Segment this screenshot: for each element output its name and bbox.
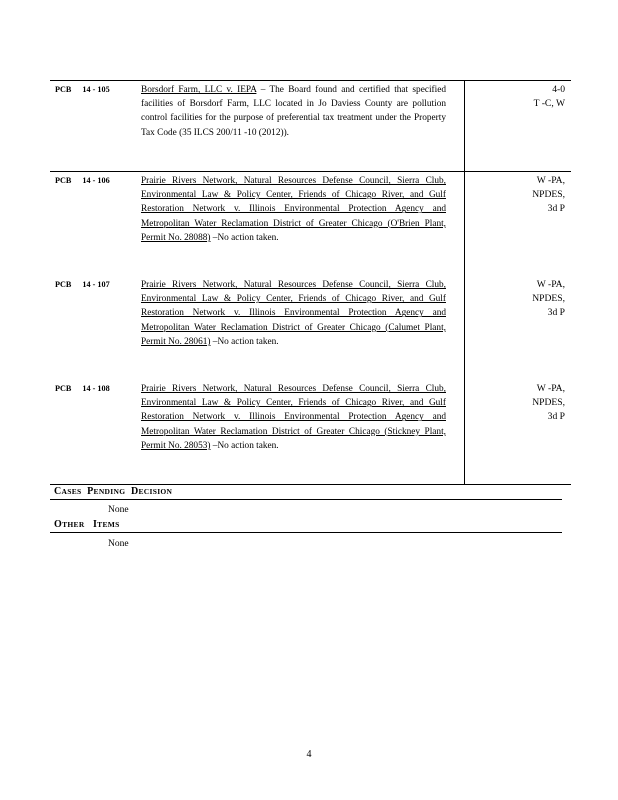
- case-type: 3d P: [547, 307, 565, 318]
- case-vote: [465, 172, 572, 277]
- case-action: – The Board found and certified that specified facilities of Borsdorf Farm, LLC located in Jo Daviess County are pollution control facilities for the purpose of preferential tax treatment under the Property Tax Code (35 ILCS 200/11 -10 (2012)).: [141, 85, 446, 138]
- case-type: NPDES,: [532, 189, 565, 200]
- case-type: W -PA,: [536, 279, 565, 290]
- section-heading-other-items: [50, 519, 562, 533]
- case-title: Borsdorf Farm, LLC v. IEPA: [141, 85, 257, 95]
- case-number: [50, 172, 141, 277]
- case-type: W -PA,: [536, 383, 565, 394]
- section-heading-cases-pending-decision: [50, 486, 562, 500]
- case-description: [141, 276, 465, 380]
- case-number-value: 14 - 107: [82, 280, 110, 289]
- case-vote: [465, 81, 572, 172]
- case-title: Prairie Rivers Network, Natural Resources Defense Council, Sierra Club, Environmental Law & Policy Center, Friends of Chicago River, and Gulf Restoration Network v. Illinois Environmental Protection Agency and Metropolitan Water Reclamation District of Greater Chicago (O'Brien Plant, Permit No. 28088): [141, 176, 446, 243]
- case-prefix: PCB: [55, 280, 72, 289]
- table-row: [50, 172, 571, 277]
- case-prefix: PCB: [55, 85, 72, 94]
- section-body-pending: None: [108, 505, 129, 515]
- case-description: [141, 172, 465, 277]
- heading-rest: TEMS: [97, 520, 120, 529]
- table-row: [50, 380, 571, 485]
- case-number: [50, 380, 141, 485]
- case-type: T -C, W: [533, 98, 565, 109]
- case-prefix: PCB: [55, 384, 72, 393]
- heading-initial: P: [87, 486, 94, 497]
- case-number-value: 14 - 106: [82, 176, 110, 185]
- heading-rest: ENDING: [93, 487, 126, 496]
- case-prefix: PCB: [55, 176, 72, 185]
- heading-rest: THER: [62, 520, 85, 529]
- case-type: 3d P: [547, 411, 565, 422]
- case-title: Prairie Rivers Network, Natural Resources Defense Council, Sierra Club, Environmental Law & Policy Center, Friends of Chicago River, and Gulf Restoration Network v. Illinois Environmental Protection Agency and Metropolitan Water Reclamation District of Greater Chicago (Stickney Plant, Permit No. 28053): [141, 384, 446, 451]
- heading-rest: ECISION: [138, 487, 173, 496]
- case-action: –No action taken.: [210, 336, 279, 347]
- section-body-other: None: [108, 539, 129, 549]
- case-vote: [465, 380, 572, 485]
- case-type: 3d P: [547, 203, 565, 214]
- heading-initial: D: [130, 486, 139, 497]
- case-action: –No action taken.: [210, 440, 279, 451]
- case-number: [50, 81, 141, 172]
- case-title: Prairie Rivers Network, Natural Resources Defense Council, Sierra Club, Environmental Law & Policy Center, Friends of Chicago River, and Gulf Restoration Network v. Illinois Environmental Protection Agency and Metropolitan Water Reclamation District of Greater Chicago (Calumet Plant, Permit No. 28061): [141, 280, 446, 347]
- case-type: NPDES,: [532, 397, 565, 408]
- case-number-value: 14 - 105: [82, 85, 110, 94]
- heading-initial: O: [54, 519, 63, 530]
- heading-initial: I: [92, 519, 98, 530]
- heading-initial: C: [54, 486, 62, 497]
- case-action: –No action taken.: [210, 232, 279, 243]
- case-number: [50, 276, 141, 380]
- case-type: W -PA,: [536, 175, 565, 186]
- case-vote: [465, 276, 572, 380]
- case-description: [141, 380, 465, 485]
- case-description: [141, 81, 465, 172]
- case-type: NPDES,: [532, 293, 565, 304]
- case-table: [50, 80, 571, 485]
- heading-rest: ASES: [61, 487, 82, 496]
- vote-count: 4-0: [552, 84, 565, 95]
- table-row: [50, 276, 571, 380]
- table-row: [50, 81, 571, 172]
- page-number: 4: [306, 749, 312, 760]
- case-number-value: 14 - 108: [82, 384, 110, 393]
